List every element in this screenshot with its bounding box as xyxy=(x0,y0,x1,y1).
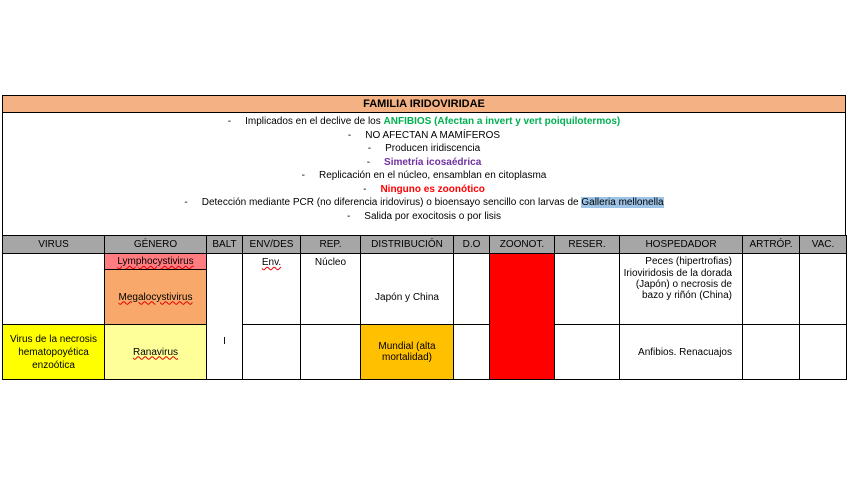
note-1-highlight: ANFIBIOS (Afectan a invert y vert poiquilotermos) xyxy=(383,116,621,127)
cell-hospedador-3: Anfibios. Renacuajos xyxy=(620,325,743,380)
cell-genero-lymphocystivirus: Lymphocystivirus xyxy=(105,254,207,270)
cell-env: Env. xyxy=(243,254,301,325)
bullet-dash: - xyxy=(346,210,351,222)
header-hospedador: HOSPEDADOR xyxy=(620,236,743,254)
note-2-text: NO AFECTAN A MAMÍFEROS xyxy=(365,129,501,141)
note-3-text: Producen iridiscencia xyxy=(385,143,481,154)
cell-rep: Núcleo xyxy=(301,254,361,325)
header-rep: REP. xyxy=(301,236,361,254)
spreadsheet xyxy=(2,95,846,380)
header-row xyxy=(3,236,847,254)
cell-genero-megalocystivirus: Megalocystivirus xyxy=(105,270,207,325)
header-virus: VIRUS xyxy=(3,236,105,254)
header-genero: GÉNERO xyxy=(105,236,207,254)
cell-distribucion-3: Mundial (alta mortalidad) xyxy=(361,325,454,380)
note-6-text: Ninguno es zoonótico xyxy=(380,183,485,195)
cell-do-1 xyxy=(454,254,490,325)
header-do: D.O xyxy=(454,236,490,254)
cell-distribucion-1: Japón y China xyxy=(361,254,454,325)
hospedador-1-line-b: Irioviridosis de la dorada (Japón) o necrosis de bazo y riñón (China) xyxy=(623,268,732,301)
bullet-dash: - xyxy=(227,116,232,127)
cell-env-3 xyxy=(243,325,301,380)
table-row xyxy=(3,254,847,270)
cell-reser-3 xyxy=(555,325,620,380)
note-5-text: Replicación en el núcleo, ensamblan en citoplasma xyxy=(318,170,547,181)
header-vac: VAC. xyxy=(800,236,847,254)
header-balt: BALT xyxy=(207,236,243,254)
cell-rep-3 xyxy=(301,325,361,380)
cell-vac-3 xyxy=(800,325,847,380)
header-artrop: ARTRÓP. xyxy=(743,236,800,254)
hospedador-1-line-a: Peces (hipertrofias) xyxy=(645,256,732,267)
note-7-text: Detección mediante PCR (no diferencia iridovirus) o bioensayo sencillo con larvas de xyxy=(201,197,582,208)
note-4 xyxy=(3,156,845,170)
virus-table xyxy=(2,235,847,380)
header-reser: RESER. xyxy=(555,236,620,254)
cell-balt: I xyxy=(207,254,243,380)
header-distribucion: DISTRIBUCIÓN xyxy=(361,236,454,254)
bullet-dash: - xyxy=(367,143,372,154)
note-1 xyxy=(3,115,845,129)
note-7-highlight: Galleria mellonella xyxy=(581,197,664,208)
bullet-dash: - xyxy=(363,183,367,195)
cell-virus-empty xyxy=(3,254,105,325)
cell-do-3 xyxy=(454,325,490,380)
cell-hospedador-1 xyxy=(620,254,743,325)
cell-vac-1 xyxy=(800,254,847,325)
bullet-dash: - xyxy=(366,156,371,168)
header-env-des: ENV/DES xyxy=(243,236,301,254)
note-1-text: Implicados en el declive de los xyxy=(245,116,384,127)
cell-virus-necrosis: Virus de la necrosis hematopoyética enzoótica xyxy=(3,325,105,380)
bullet-dash: - xyxy=(184,197,188,208)
bullet-dash: - xyxy=(301,170,305,181)
cell-genero-ranavirus: Ranavirus xyxy=(105,325,207,380)
notes-block xyxy=(2,113,846,235)
cell-zoonot xyxy=(490,254,555,380)
note-8-text: Salida por exocitosis o por lisis xyxy=(364,210,502,222)
table-row xyxy=(3,325,847,380)
cell-artrop-3 xyxy=(743,325,800,380)
bullet-dash: - xyxy=(347,129,352,141)
note-7 xyxy=(3,196,845,210)
note-6 xyxy=(3,183,845,197)
cell-artrop-1 xyxy=(743,254,800,325)
note-4-text: Simetría icosaédrica xyxy=(384,156,482,168)
note-5 xyxy=(3,169,845,183)
table-title: FAMILIA IRIDOVIRIDAE xyxy=(2,95,846,113)
header-zoonot: ZOONOT. xyxy=(490,236,555,254)
cell-reser-1 xyxy=(555,254,620,325)
note-3 xyxy=(3,142,845,156)
note-8 xyxy=(3,210,845,224)
note-2 xyxy=(3,129,845,143)
